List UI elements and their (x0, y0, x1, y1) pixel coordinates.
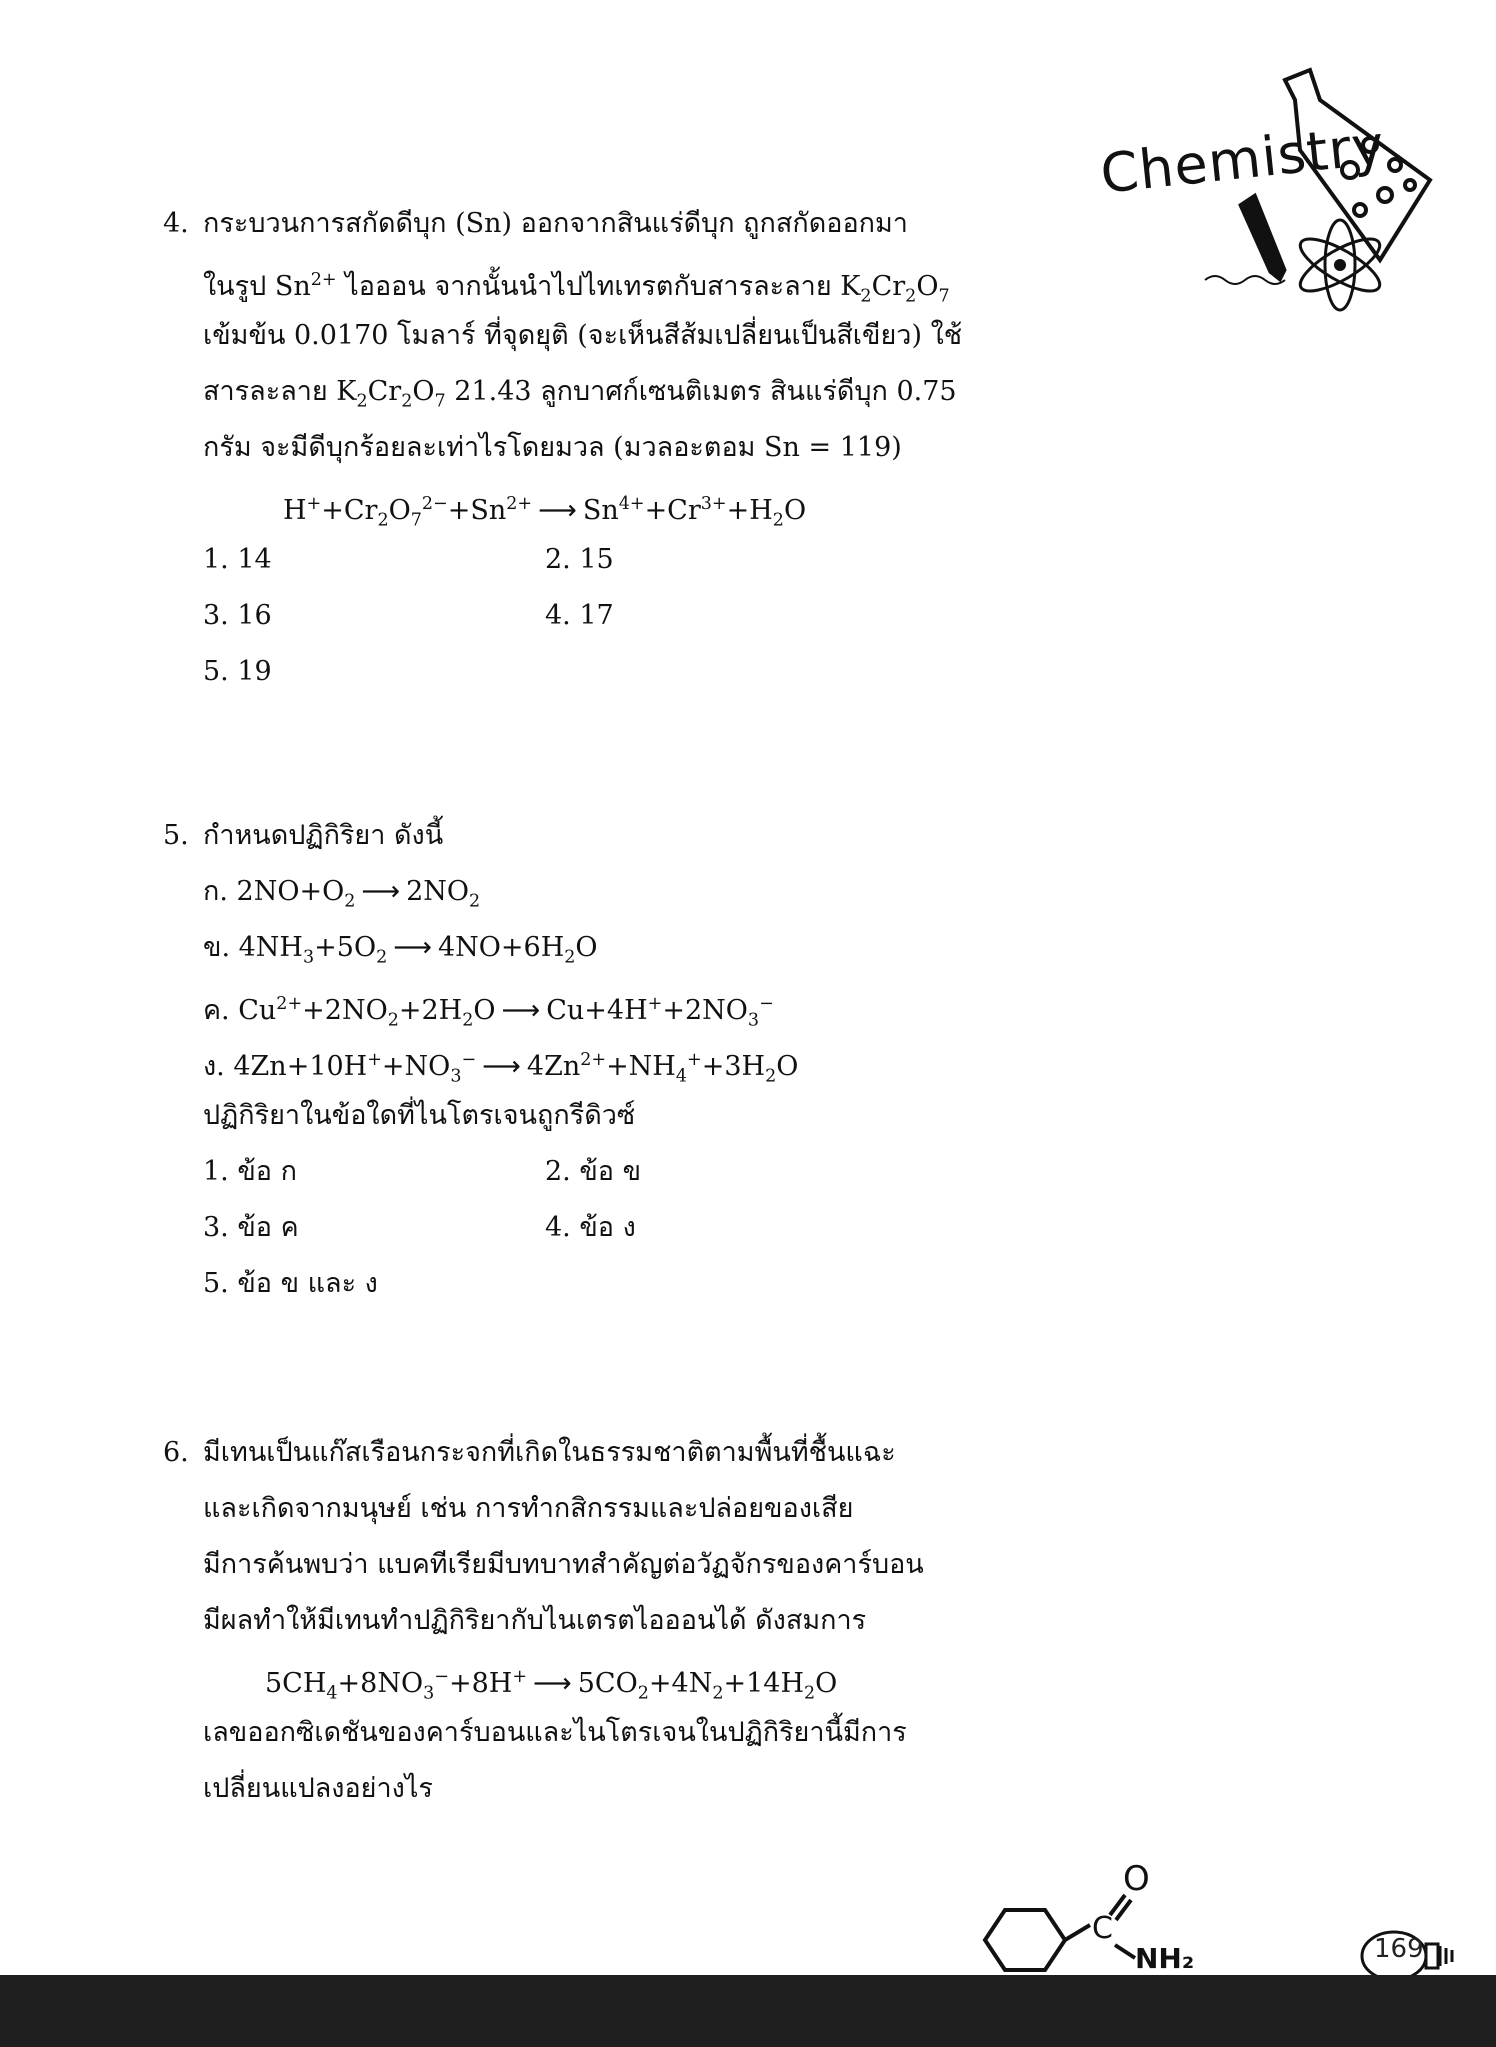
question-6 (163, 1425, 943, 1817)
question-4: 4. กระบวนการสกัดดีบุก (Sn) ออกจากสินแร่ดีบุก ถูกสกัดออกมา ในรูป $Sn^{2+}$ ไอออน จากนั้นนำไปไทเทรตกับสารละลาย $K_2Cr_2O_7$ เข้มข้น 0.0170 โมลาร์ ที่จุดยุติ (จะเห็นสีส้มเปลี่ยนเป็นสีเขียว) ใช้ สารละลาย $K_2Cr_2O_7$ 21.43 ลูกบาศก์เซนติเมตร สินแร่ดีบุก 0.75 กรัม จะมีดีบุกร้อยละเท่าไรโดยมวล (มวลอะตอม Sn = 119) $H^++Cr_2O_7^{2-}+Sn^{2+}$ ⟶ $Sn^{4+}+Cr^{3+}+H_2O$ 1. 14 2. 15 3. 16 4. 17 5. 19 (163, 196, 943, 700)
question-text: ในรูป Sn (203, 271, 311, 302)
benzamide-molecule-icon (975, 1860, 1215, 1980)
choice-4[interactable]: 4. 17 (545, 600, 614, 631)
nh2-label: NH₂ (1135, 1942, 1195, 1975)
question-text: มีการค้นพบว่า แบคทีเรียมีบทบาทสำคัญต่อวัฏจักรของคาร์บอน (203, 1549, 924, 1580)
choice-3[interactable]: 3. 16 (203, 600, 272, 631)
question-number: 4. (163, 208, 189, 239)
question-5 (163, 808, 943, 1312)
choice-4[interactable]: 4. ข้อ ง (545, 1212, 636, 1243)
question-number: 6. (163, 1437, 189, 1468)
chemistry-illustration-icon (1200, 60, 1470, 330)
question-text: 21.43 ลูกบาศก์เซนติเมตร สินแร่ดีบุก 0.75 (445, 376, 957, 407)
question-text: กรัม จะมีดีบุกร้อยละเท่าไรโดยมวล (มวลอะตอม Sn = 119) (203, 432, 902, 463)
equation: $5CH_4+8NO_3^-+8H^+$ ⟶ $5CO_2+4N_2+14H_2O$ (265, 1667, 838, 1704)
page-number: 169 (1374, 1934, 1424, 1964)
question-text: เปลี่ยนแปลงอย่างไร (203, 1773, 433, 1804)
question-text: มีเทนเป็นแก๊สเรือนกระจกที่เกิดในธรรมชาติตามพื้นที่ชื้นแฉะ (203, 1437, 896, 1468)
question-text: และเกิดจากมนุษย์ เช่น การทำกสิกรรมและปล่อยของเสีย (203, 1493, 854, 1524)
question-text: ไอออน จากนั้นนำไปไทเทรตกับสารละลาย K (336, 271, 861, 302)
reaction-kh: ข. $4NH_3+5O_2$ ⟶ $4NO+6H_2O$ (203, 932, 598, 968)
carbon-label: C (1092, 1911, 1113, 1946)
question-text: กำหนดปฏิกิริยา ดังนี้ (203, 820, 444, 851)
question-number: 5. (163, 820, 189, 851)
oxygen-label: O (1123, 1860, 1150, 1899)
reaction-ng: ง. $4Zn+10H^++NO_3^-$ ⟶ $4Zn^{2+}+NH_4^++3H_2O$ (203, 1050, 799, 1087)
choice-3[interactable]: 3. ข้อ ค (203, 1212, 299, 1243)
choice-2[interactable]: 2. ข้อ ข (545, 1156, 642, 1187)
choice-1[interactable]: 1. 14 (203, 544, 272, 575)
chemistry-logo-text: Chemistry (1097, 113, 1388, 206)
equation: $H^++Cr_2O_7^{2-}+Sn^{2+}$ ⟶ $Sn^{4+}+Cr^{3+}+H_2O$ (283, 494, 807, 531)
reaction-ka: ก. $2NO+O_2$ ⟶ $2NO_2$ (203, 876, 481, 912)
superscript: 2+ (310, 270, 337, 290)
reaction-kk: ค. $Cu^{2+}+2NO_2+2H_2O$ ⟶ $Cu+4H^++2NO_3^-$ (203, 994, 774, 1031)
question-text: ปฏิกิริยาในข้อใดที่ไนโตรเจนถูกรีดิวซ์ (203, 1100, 636, 1131)
question-text: สารละลาย K (203, 376, 357, 407)
question-text: กระบวนการสกัดดีบุก (Sn) ออกจากสินแร่ดีบุก ถูกสกัดออกมา (203, 208, 908, 239)
question-text: เลขออกซิเดชันของคาร์บอนและไนโตรเจนในปฏิกิริยานี้มีการ (203, 1717, 907, 1748)
choice-2[interactable]: 2. 15 (545, 544, 614, 575)
question-text: มีผลทำให้มีเทนทำปฏิกิริยากับไนเตรตไอออนได้ ดังสมการ (203, 1605, 867, 1636)
choice-1[interactable]: 1. ข้อ ก (203, 1156, 297, 1187)
footer-bar (0, 1975, 1496, 2047)
question-text: เข้มข้น 0.0170 โมลาร์ ที่จุดยุติ (จะเห็นสีส้มเปลี่ยนเป็นสีเขียว) ใช้ (203, 320, 963, 351)
choice-5[interactable]: 5. ข้อ ข และ ง (203, 1268, 378, 1299)
choice-5[interactable]: 5. 19 (203, 656, 272, 687)
